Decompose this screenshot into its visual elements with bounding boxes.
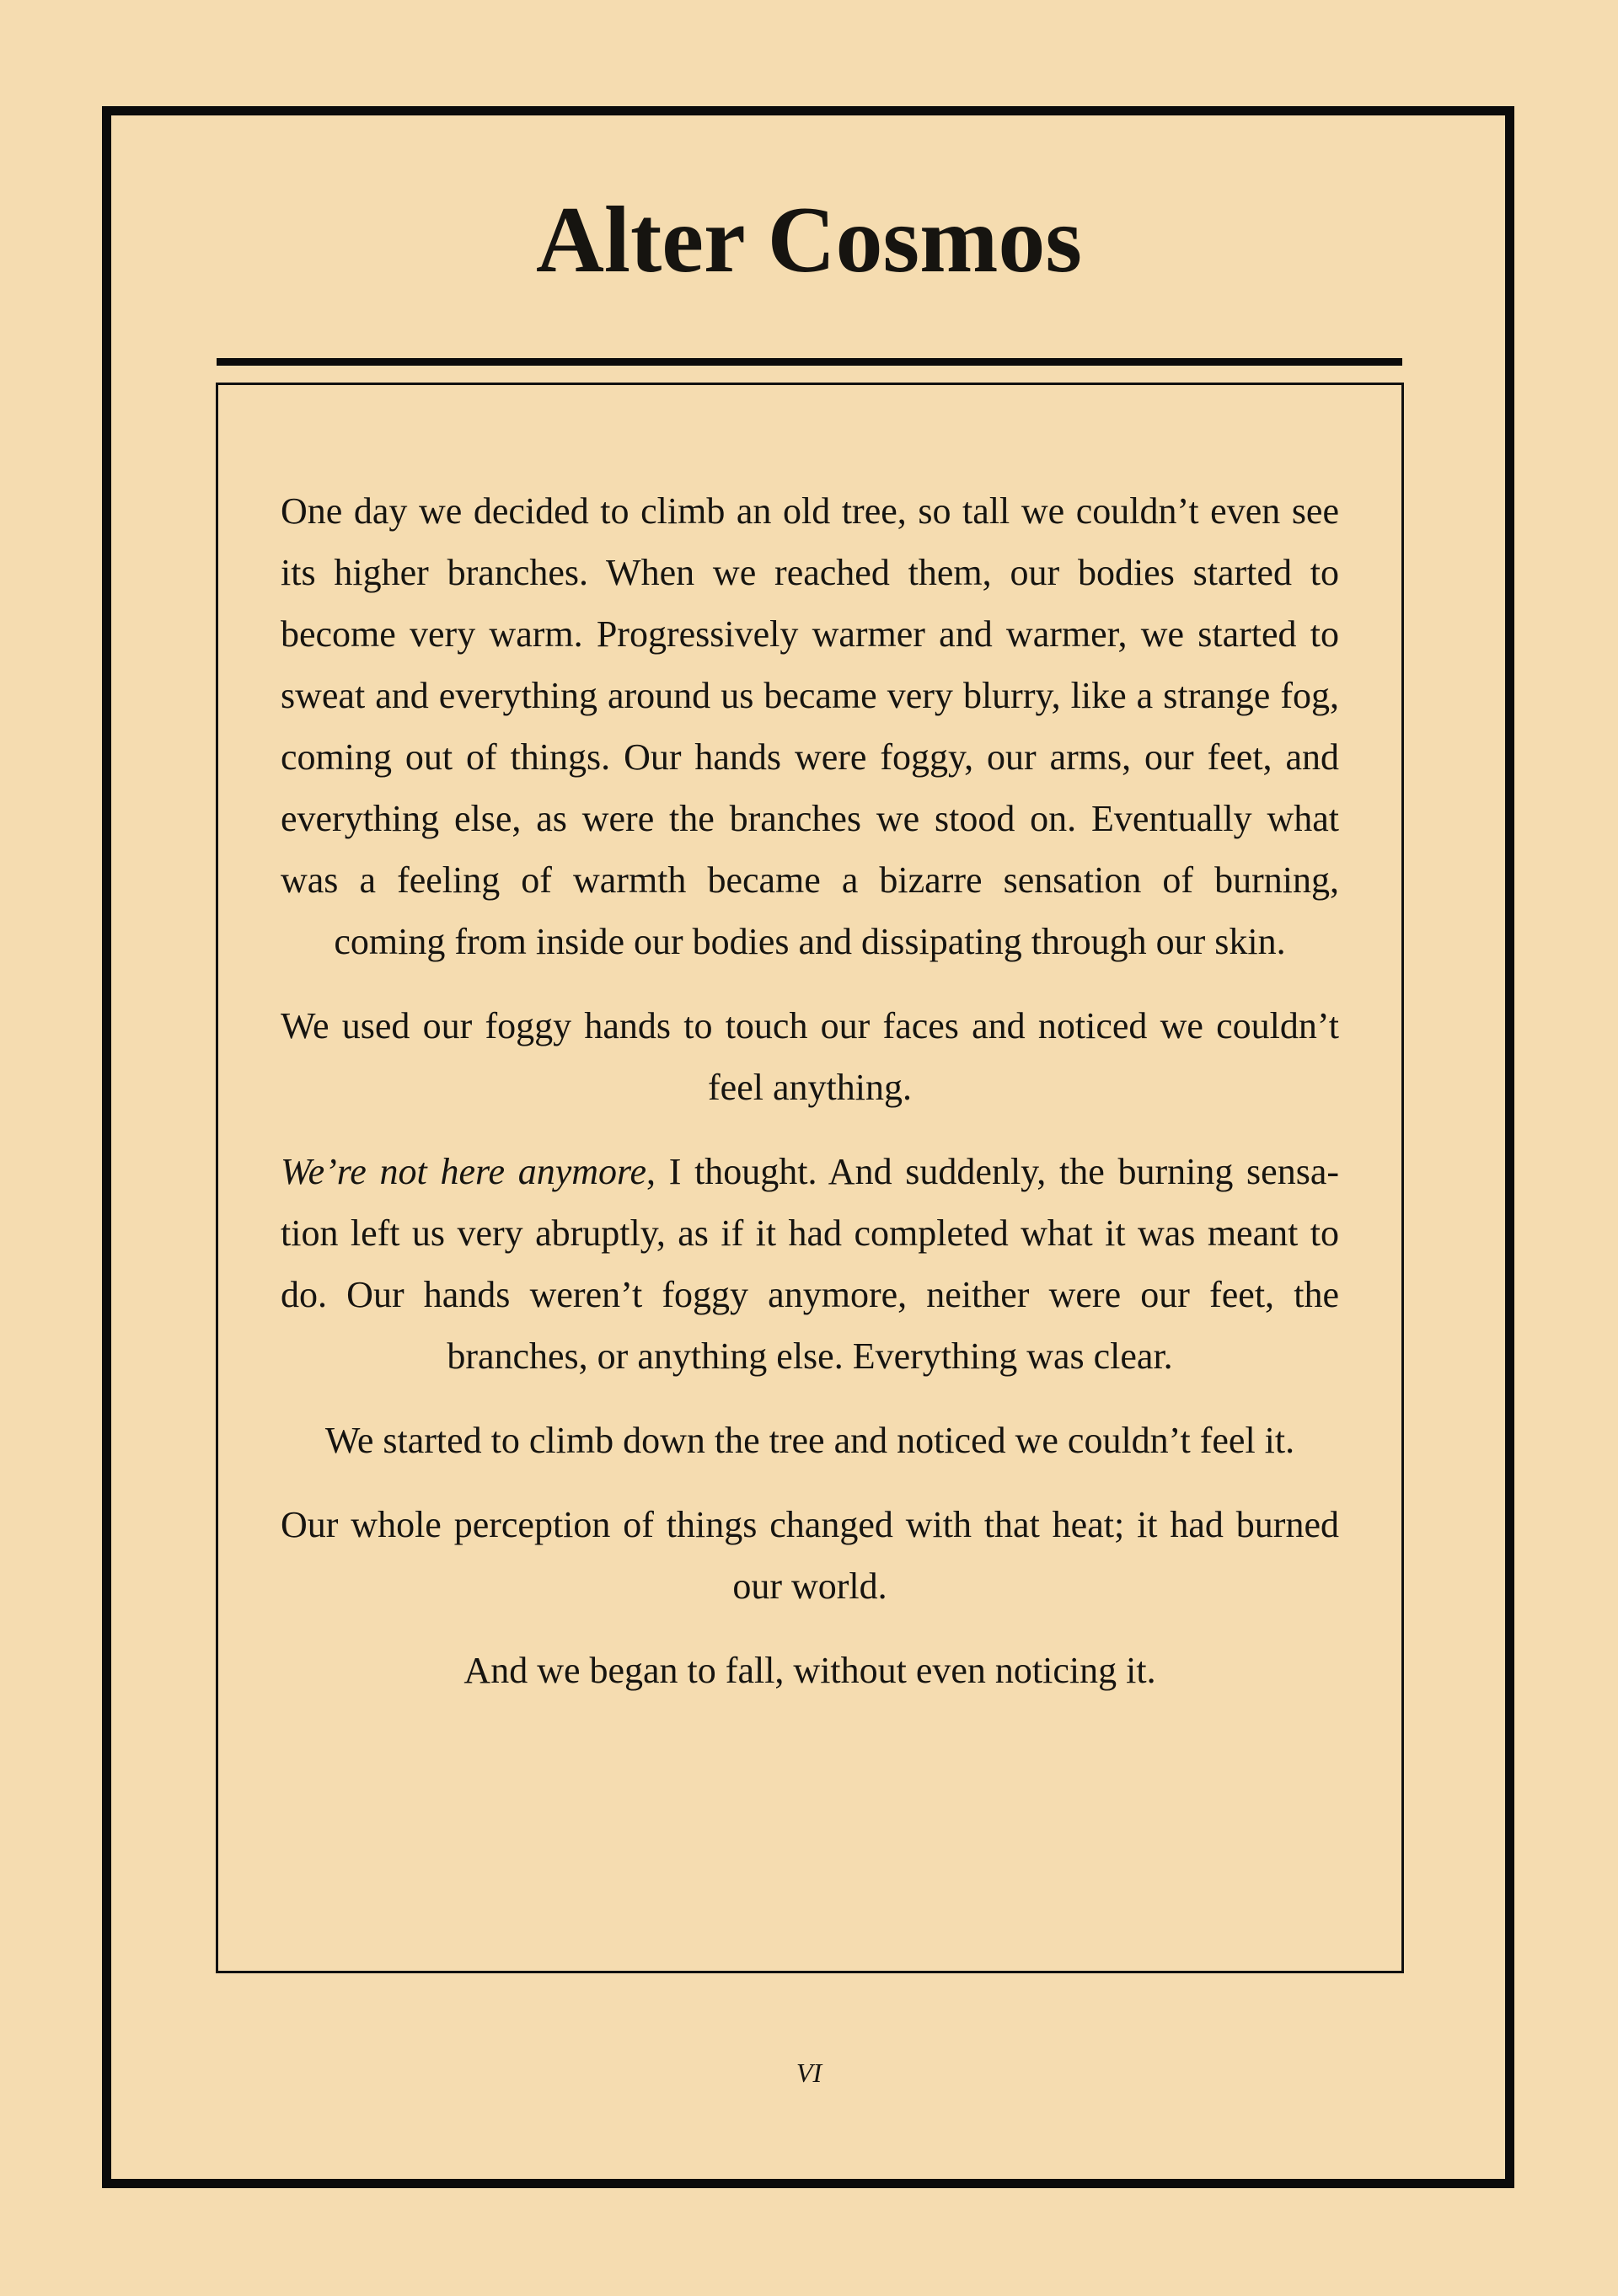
paragraph-3 — [281, 1141, 1339, 1387]
paragraph-6: And we began to fall, without even noticing it. — [463, 1650, 1156, 1691]
story-body — [281, 480, 1339, 1724]
page-title: Alter Cosmos — [535, 188, 1083, 292]
paragraph-2: We used our foggy hands to touch our faces and noticed we couldn’t feel anything. — [281, 1005, 1339, 1108]
title-divider — [217, 358, 1402, 366]
page-number: VI — [796, 2058, 822, 2088]
paragraph-3-text: , I thought. And suddenly, the burning sensation left us very abruptly, as if it had completed what it was meant to do. Our hands weren’t foggy anymore, neither were our feet, the branches, or anything else. Everything was clear. — [281, 1151, 1340, 1377]
paragraph-3-emphasis: We’re not here anymore — [281, 1151, 647, 1192]
paragraph-4: We started to climb down the tree and noticed we couldn’t feel it. — [324, 1420, 1295, 1461]
paragraph-1: One day we decided to climb an old tree, so tall we couldn’t even see its higher branches. When we reached them, our bodies started to become very warm. Progressively warmer and warmer, we started to sweat and everything around us became very blurry, like a strange fog, coming out of things. Our hands were foggy, our arms, our feet, and everything else, as were the branches we stood on. Eventually what was a feeling of warmth became a bizarre sensation of burning, coming from inside our bodies and dissipating through our skin. — [281, 490, 1339, 962]
paragraph-5: Our whole perception of things changed with that heat; it had burned our world. — [281, 1504, 1339, 1607]
